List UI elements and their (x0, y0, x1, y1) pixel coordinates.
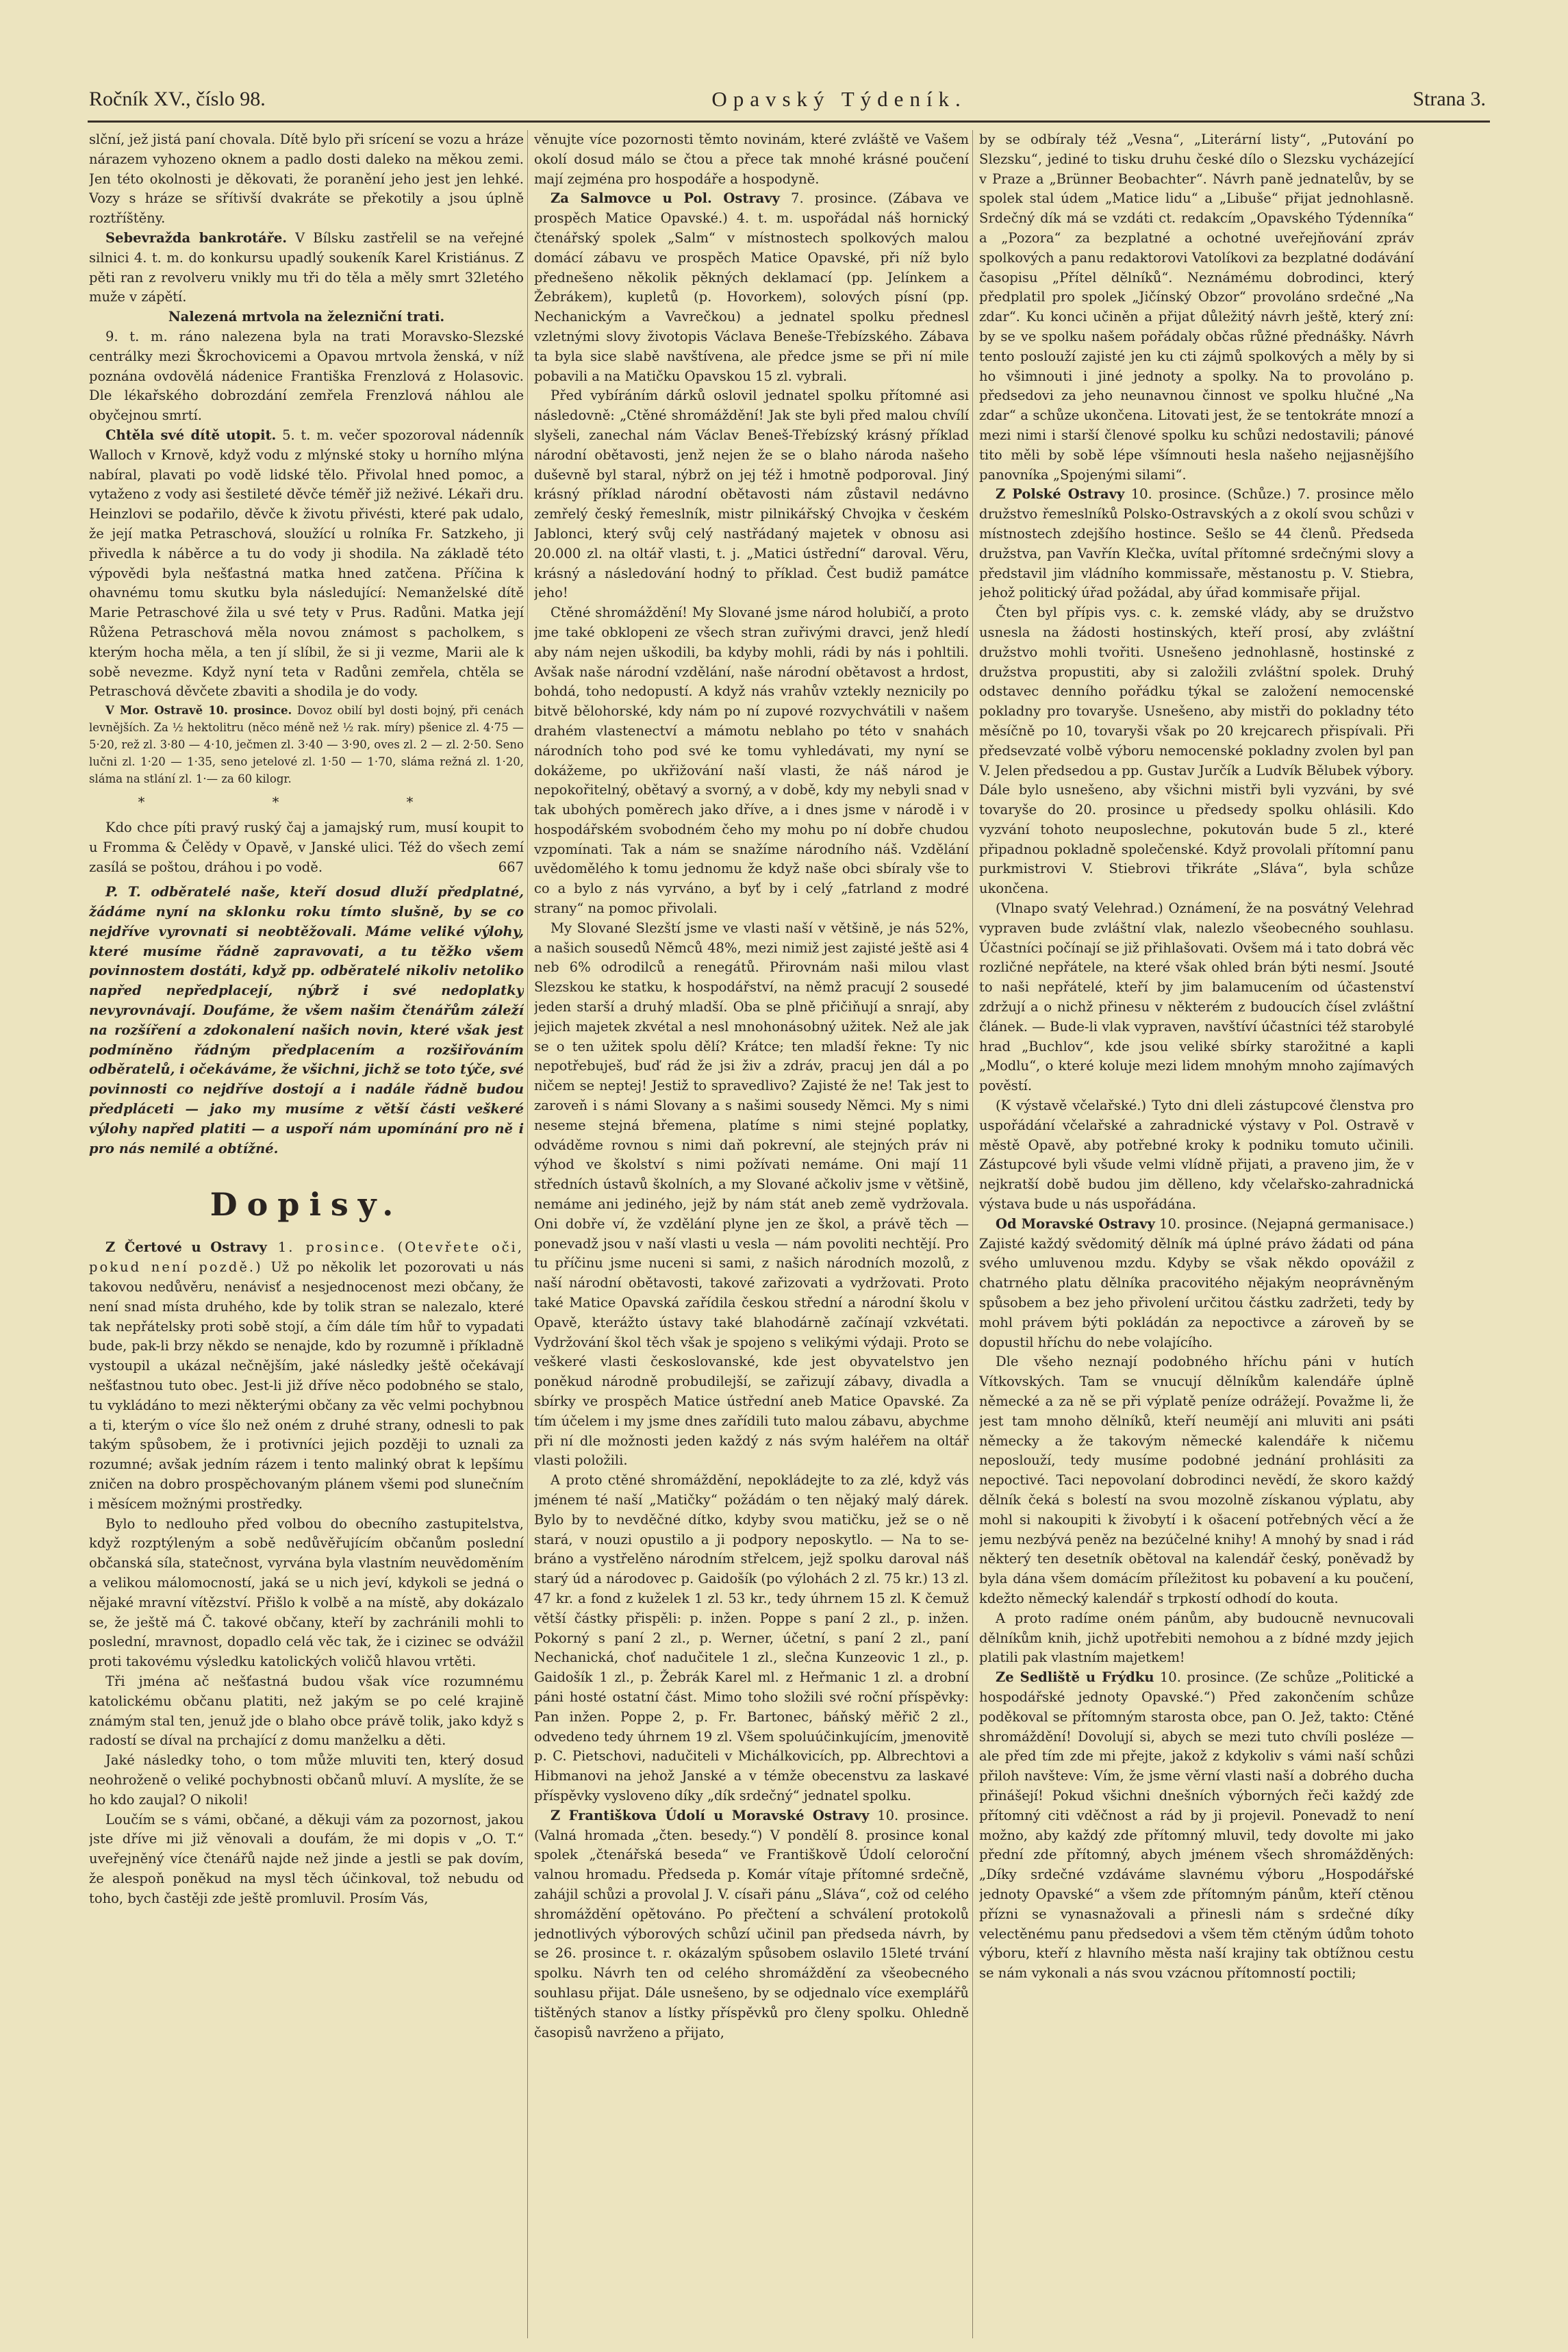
article-heading: Chtěla své dítě utopit. (105, 427, 277, 443)
letter-heading: Z Čertové u Ostravy (105, 1239, 267, 1256)
article-text: V Bílsku zastřelil se na veřejné silnici 4. t. m. do konkursu upadlý soukeník Karel Kristiánus. Z pěti ran z revolveru vnikly mu tři do těla a měly smrt 32letého muže v zápětí. (89, 229, 524, 305)
article-paragraph: (Vlnapo svatý Velehrad.) Oznámení, že na posvátný Velehrad vypraven bude zvláštní vlak, nalezlo všeobecného souhlasu. Účastníci počínají se již přihlašovati. Ovšem má i tato dobrá věc rozličné nepřátele, na které však ohled brán býti nesmí. Jsouté to naši nepřátelé, kteří by jim balamucením od účastenství zdržují a o nichž přinesu v některém z budoucích čísel zvláštní článek. — Bude-li vlak vypraven, navštíví účastníci též starobylé hrad „Buchlov“, kde jsou veliké sbírky starožitné a kapli „Modlu“, o které koluje mezi lidem mnohým mnoho zajímavých pověstí. (979, 900, 1414, 1094)
article-paragraph (534, 1806, 969, 2043)
issue-label: Ročník XV., číslo 98. (89, 88, 266, 110)
column-3 (979, 130, 1414, 2338)
page-header (89, 79, 1486, 120)
market-report-body: Dovoz obilí byl dosti bojný, při cenách levnějších. Za ½ hektolitru (něco méně než ½ rak. míry) pšenice zl. 4·75 — 5·20, rež zl. 3·80 — 4·10, ječmen zl. 3·40 — 3·90, oves zl. 2 — zl. 2·50. Seno lučni zl. 1·20 — 1·35, seno jetelové zl. 1·50 — 1·70, sláma režná zl. 1·20, sláma na stlání zl. 1·— za 60 kilogr. (89, 704, 524, 786)
article-heading: Ze Sedliště u Frýdku (996, 1669, 1154, 1686)
article-heading: Od Moravské Ostravy (996, 1215, 1155, 1232)
letter-date: 1. prosince. (Otevřete oči, pokud není pozdě.) (89, 1239, 524, 1276)
market-report-title: V Mor. Ostravě 10. prosince. (105, 704, 292, 718)
column-2 (534, 130, 969, 2338)
article-paragraph (89, 229, 524, 307)
advertisement-number: 667 (498, 859, 524, 875)
letter-paragraph: Tři jména ač nešťastná budou však více rozumnému katolickému občanu platiti, než jakým se po celé krajině známým stal ten, jenuž jde o blaho obce právě tolik, jako když s radostí se díval na prchající z domu manželku a děti. (89, 1673, 524, 1749)
article-paragraph: Dle všeho neznají podobného hříchu páni v hutích Vítkovských. Tam se vnucují dělníkům kalendáře úplně německé a za ně se při výplatě peníze odrážejí. Považme li, že jest tam mnoho dělníků, kteří neumějí ani mluviti ani psáti německy a že takovým německé kalendáře k ničemu neposlouží, tedy musíme podobné jednání prohlásiti za nepoctivé. Taci nepovolaní dobrodinci nevědí, že skoro každý dělník čeká s bolestí na svou mozolně získanou výplatu, aby mohl si nakoupiti k živobytí i k ošacení potřebných věcí a že jemu nezbývá peněz na bezúčelné knihy! A mnohý by snad i rád některý ten desetník obětoval na kalendář český, poněvadž by byla dána všem domácím příležitost ku pobavení a ku poučení, kdežto německý kalendář s trpkostí odhodí do kouta. (979, 1354, 1414, 1606)
article-paragraph (979, 485, 1414, 603)
section-title: Dopisy. (210, 1186, 403, 1224)
masthead-title: Opavský Týdeník. (711, 87, 967, 111)
subscriber-notice: P. T. odběratelé naše, kteří dosud dluží předplatné, žádáme nyní na sklonku roku tímto slušně, by se co nejdříve vyrovnati si neobtěžovali. Máme veliké výlohy, které musíme řádně zapravovati, a tu těžko všem povinnostem dostáti, když pp. odběratelé nikoliv netoliko napřed nepředplacejí, nýbrž i své nedoplatky nevyrovnávají. Doufáme, že všem našim čtenářům záleží na rozšíření a zdokonalení našich novin, které však jest podmíněno řádným předplacením a rozšiřováním odběratelů, i očekáváme, že všichni, jichž se toto týče, své povinnosti co nejdříve dostojí a i nadále řádně budou předpláceti — jako my musíme z větší části veškeré výlohy napřed platiti — a uspoří nám upomínání pro ně i pro nás nemilé a obtížné. (89, 884, 524, 1156)
article-paragraph: My Slované Slezští jsme ve vlasti naší v většině, je nás 52%, a našich sousedů Němců 48%, mezi nimiž jest zajisté ještě asi 4 neb 6% odrodilců a renegátů. Přirovnám naši milou vlast Slezskou ke statku, k hospodářství, na němž pracují 2 sousedé jeden starší a druhý mladší. Oba se plně přičiňují a snrají, aby jejich majetek zkvétal a nesl mnohonásobný užitek. Než ale jak se o ten užitek spolu dělí? Krátce; ten mladší řekne: Ty nic nepotřebuješ, buď rád že jsi živ a zdráv, pracuj jen dál a po ničem se neptej! Jestiž to spravedlivo? Zajisté že ne! Tak jest to zaroveň i s námi Slovany a s našimi sousedy Němci. My s nimi neseme stejná břemena, platíme s nimi stejné poplatky, odváděme rovnou s nimi daň pokrevní, ale stejných práv ni výhod ve školství s nimi požívati nemáme. Oni mají 11 středních ústavů školních, a my Slované ačkoliv jsme v většině, nemáme ani jediného, jejž by nám stát aneb země vydržovala. Oni dobře ví, že vzdělání plyne jen ze škol, a právě těch — ponevadž jsou v naší vlasti u vesla — nám povoliti nechtějí. Pro tu příčinu jsme nuceni si sami, z našich národních mozolů, z naší národní obětavosti, takové zařizovati a vydržovati. Proto také Matice Opavská zařídila českou střední a národní školu v Opavě, kterážto ústavy také blahodárně začínají vzkvétati. Vydržování škol těch však je spojeno s velikými výdaji. Proto se veškeré vlasti českoslovanské, kde jest obyvatelstvo jen poněkud národně probudilejší, se zařizují zábavy, divadla a sbírky ve prospěch Matice ústřední aneb Matice Opavské. Za tím účelem i my jsme dnes zařídili tuto malou zábavu, abychme při ní dle možnosti jeden každý z nás svým haléřem na oltář vlasti položili. (534, 920, 969, 1469)
article-paragraph: slční, jež jistá paní chovala. Dítě bylo při srícení se vozu a hráze nárazem vyhozeno oknem a padlo dosti daleko na měkou zemi. Jen této okolnosti je děkovati, že poranění jeho jest jen lehké. Vozy s hráze se sřítivší dvakráte se překotily a jsou úplně roztříštěny. (89, 131, 524, 227)
article-heading: Sebevražda bankrotáře. (105, 229, 288, 246)
article-heading: Za Salmovce u Pol. Ostravy (551, 190, 780, 207)
page-number: Strana 3. (1413, 88, 1486, 110)
section-separator: * * * (138, 794, 475, 811)
article-heading: Z Polské Ostravy (996, 486, 1125, 503)
advertisement (89, 818, 524, 877)
header-rule (88, 121, 1490, 123)
article-paragraph: A proto radíme oném pánům, aby budoucně nevnucovali dělníkům knih, jichž upotřebiti nemohou a z bídné mzdy jejich platili pak vlastním majetkem! (979, 1610, 1414, 1666)
article-paragraph (979, 1668, 1414, 1984)
article-paragraph (89, 426, 524, 702)
column-divider (527, 130, 528, 2338)
article-paragraph: Ctěné shromáždění! My Slované jsme národ holubičí, a proto jme také obklopeni ze všech stran zuřivými dravci, jenž hledí aby nám nejen uškodili, ba kdyby mohli, rádi by nás i pohltili. Avšak naše národní vzdělání, naše národní obětavost a hrdost, bohdá, toho nedopustí. A když nás vrahův vztekly neznicily po bitvě bělohorské, kdy nám po ní zupové rozvychvátili v našem drahém vlastenectví a mámotu neblaho po této v snahách národních toho pod své ke tomu vyhledávati, my nyní se dokážeme, po ukřižování naší vlasti, že náš národ je nepokořitelný, obětavý a svorný, a v době, kdy my nebyli snad v tak ubohých poměrech jako dříve, a i dnes jsme v národě i v hospodářském svobodném čeho my mohu po ní dobře chudou vzpomínati. Tak a nám se snažíme národního náš. Vzdělání uvědomělého k tomu jednomu že když naše obci sbíraly vše to co a bylo z nás vyrváno, a byť by i celý „fatrland z modré strany“ na pomoc přivolali. (534, 605, 969, 917)
advertisement-text: Kdo chce píti pravý ruský čaj a jamajský rum, musí koupit to u Fromma & Čelědy v Opavě, v Janské ulici. Též do všech zemí zasílá se poštou, dráhou i po vodě. (89, 819, 524, 875)
article-paragraph (534, 189, 969, 386)
article-text: 10. prosince. (Nejapná germanisace.) Zajisté každý svědomitý dělník má úplné právo žádati od pána svého umluvenou mzdu. Kdyby se však někdo opovážil z chatrného platu dělníka pracovitého nějakým neoprávněným spůsobem a bez jeho přivolení určitou částku zadržeti, tedy by mohl právem býti pokládán za nepoctivce a zároveň by se dopustil hříchu do nebe volajícího. (979, 1215, 1414, 1350)
article-paragraph (979, 1215, 1414, 1353)
article-text: 7. prosince. (Zábava ve prospěch Matice Opavské.) 4. t. m. uspořádal náš hornický čtenářský spolek „Salm“ v místnostech spolkových malou domácí zábavu ve prospěch Matice Opavské, při níž bylo přednešeno několik pěkných deklamací (pp. Jelínkem a Žebrákem), kupletů (p. Hovorkem), solových písní (pp. Nechanickým a Vavrečkou) a jednatel spolku přednesl vzletnými slovy životopis Václava Beneše-Třebízského. Zábava ta byla sice slabě navštívena, ale předce jsme se při ní mile pobavili a na Matičku Opavskou 15 zl. vybrali. (534, 190, 969, 384)
article-paragraph: by se odbíraly též „Vesna“, „Literární listy“, „Putování po Slezsku“, jediné to tisku druhu české dílo o Slezsku vycházející v Praze a „Brünner Beobachter“. Návrh paně jednatelův, by se spolek stal údem „Matice lidu“ a „Libuše“ přijat jednohlasně. Srdečný dík má se vzdáti ct. redakcím „Opavského Týdenníka“ a „Pozora“ za bezplatné a ochotné uveřejňování zpráv spolkových a panu redaktorovi Vatolíkovi za bezplatné dodávání časopisu „Přítel dělníků“. Neznámému dobrodinci, který předplatil pro spolek „Jičínský Obzor“ provoláno srdečné „Na zdar“. Ku konci učiněn a přijat důležitý návrh ještě, který zní: by se ve spolku našem pořádaly občas růžné přednášky. Návrh tento poslouží zajisté jen ku cti zájmů spolkových a měly by si ho všimnouti i jiné jednoty a spolky. Na to provoláno p. předsedovi za jeho neunavnou činnost ve spolku hlučné „Na zdar“ a schůze ukončena. Litovati jest, že se tentokráte mnozí a mezi nimi i starší členové spolku ku schůzi nedostavili; pánové tito měli by sobě lépe všímnouti hesla našeho nejjasnějšího panovníka „Spojenými silami“. (979, 131, 1414, 483)
article-heading: Nalezená mrtvola na železniční trati. (168, 309, 445, 325)
letter-paragraph (89, 1238, 524, 1514)
article-paragraph: A proto ctěné shromáždění, nepokládejte to za zlé, když vás jménem té naší „Matičky“ požádám o ten nějaký malý dárek. Bylo by to nevděčné dítko, kdyby svou matičku, jež se o ně stará, v nouzi opustilo a ji podpory neposkytlo. — Na to se-bráno a vystřelěno národním střelcem, jejž spolku daroval náš starý úd a národovec p. Gaidošík (po výlohách 2 zl. 75 kr.) 13 zl. 47 kr. a fond z kuželek 1 zl. 53 kr., tedy úhrnem 15 zl. K čemuž větší částky přispěli: p. inžen. Poppe s paní 2 zl., p. inžen. Pokorný s paní 2 zl., p. Werner, účetní, s paní 2 zl., paní Nechanická, choť nadučitele 1 zl., slečna Kunzeovic 1 zl., p. Gaidošík 1 zl., p. Žebrák Karel ml. z Heřmanic 1 zl. a drobní páni hosté ostatní část. Mimo toho složili své roční příspěvky: Pan inžen. Poppe 2, p. Fr. Bartonec, báňský měřič 2 zl., odvedeno tedy úhrnem 19 zl. Všem spoluúčinkujícím, jmenovitě p. C. Pietschovi, nadučiteli v Michálkovicích, pp. Albrechtovi a Hibmanovi na jehož Janské a v témže obecenstvu za laskavé příspěvky vysloveno díky „dík srdečný“ jednatel spolku. (534, 1472, 969, 1804)
article-paragraph: Čten byl přípis vys. c. k. zemské vlády, aby se družstvo usnesla na žádosti hostinských, kteří prosí, aby zvláštní družstvo mohli tvořiti. Usnešeno jednohlasně, hostinské z družstva propustiti, aby si založili zvláštní spolek. Druhý odstavec denního pořádku týkal se založení nemocenské pokladny pro tovaryše. Usnešeno, aby mistři do pokladny této měsíčně po 10, tovaryši však po 20 krejcarech přispívali. Při předsevzaté volbě výboru nemocenské pokladny zvolen byl pan V. Jelen předsedou a pp. Gustav Jurčík a Ludvík Bělubek výbory. Dále bylo usnešeno, aby všichni mistři byli vyzváni, by své tovaryše do 20. prosince u předsedy spolku ohlásili. Kdo vyzvání tohoto neuposlechne, pokutován bude 5 zl., které připadnou pokladně společenské. Když provolali přítomní panu purkmistrovi V. Stiebrovi třikráte „Sláva“, byla schůze ukončena. (979, 605, 1414, 897)
letter-paragraph: Bylo to nedlouho před volbou do obecního zastupitelstva, když rozptýleným a sobě nedůvěřujícím občanům poslední občanská síla, statečnost, vyrvána byla vlastním neuvědoměním a velikou málomocností, jaká se u nich jeví, kdykoli se jedná o nějaké mravní vítězství. Přišlo k volbě a na místě, aby dokázalo se, že ještě má Č. takové občany, kteří by zachránili mohli to poslední, mravnost, dopadlo celá věc tak, že i cizinec se odvážil proti takovému výsledku katolických voličů hlavou vrtěti. (89, 1515, 524, 1670)
article-text: 10. prosince. (Valná hromada „čten. besedy.“) V pondělí 8. prosince konal spolek „čtenářská beseda“ ve Františkově Údolí celoroční valnou hromadu. Předseda p. Komár vítaje přítomné srdečně, zahájil schůzi a provolal J. V. císaři pánu „Sláva“, což od celého shromáždění opětováno. Po přečtení a schválení protokolů jednotlivých výborových schůzí učinil pan předseda návrh, by se 26. prosince t. r. okázalým spůsobem oslavilo 15leté trvání spolku. Návrh ten od celého shromáždění za všeobecného souhlasu přijat. Dále usnešeno, by se odjednalo více exemplářů tištěných stanov a lístky příspěvků pro členy spolku. Ohledně časopisů navrženo a přijato, (534, 1807, 969, 2040)
article-text: 5. t. m. večer spozoroval nádenník Walloch v Krnově, když vodu z mlýnské stoky u horního mlýna nabíral, plavati po vodě lidské tělo. Přivolal hned pomoc, a vytaženo z vody asi šestileté děvče téměř již neživé. Lékaři dru. Heinzlovi se podařilo, děvče k životu přivésti, které pak udalo, že její matka Petraschová, sloužící u rolníka Fr. Satzkeho, ji přivedla k náběrce a tu do vody ji shodila. Na základě této výpovědi byla nešťastná matka hned zatčena. Příčina k ohavnému tomu skutku byla následující: Nemanželské dítě Marie Petraschové žila u své tety v Prus. Radůni. Matka její Růžena Petraschová měla novou známost s pacholkem, s kterým hocha měla, a ten jí slíbil, že si ji vezme, Marii ale k sobě nevezme. Když nyní teta v Radůni zemřela, chtěla se Petraschová děvčete zbaviti a shodila je do vody. (89, 427, 524, 700)
article-heading: Z Františkova Údolí u Moravské Ostravy (551, 1807, 870, 1823)
article-paragraph: 9. t. m. ráno nalezena byla na trati Moravsko-Slezské centrálky mezi Škrochovicemi a Opavou mrtvola ženská, v níž poznána ovdovělá nádenice Františka Frenzlová z Holasovic. Dle lékařského dobrozdání zemřela Frenzlová náhlou ale obyčejnou smrtí. (89, 328, 524, 424)
letter-text: Už po několik let pozorovati u nás takovou nedůvěru, nenávisť a nesjednocenost mezi občany, že není snad místa druhého, kde by tolik stran se nalezalo, které tak nepřátelsky proti sobě stojí, a čím dále tím hůř to vypadati bude, pak-li brzy někdo se nenajde, kdo by rozumně i příkladně vystoupil a ukázal nečnějším, jaké následky ještě očekávají nešťastnou tuto obec. Jest-li již dříve něco podobného se stalo, tu vykládáno to mezi některými občany za věc velmi pochybnou a ti, kterým o více šlo než oném z druhé strany, odnesli to pak takým spůsobem, že i protivníci jejich později to uznali za rozumné; avšak jedním rázem i tento malinký obrat k lepšímu zničen na dobro prospěchovaným plánem všemi pod slunečním i měsícem možnými prostředky. (89, 1259, 524, 1512)
letter-paragraph: Loučím se s vámi, občané, a děkuji vám za pozornost, jakou jste dříve mi již věnovali a doufám, že mi dopis v „O. T.“ uveřejněný více čtenářů najde než jinde a jestli se pak dovím, že alespoň poněkud na mysl těch účinkoval, tož nebudu od toho, bych častěji zde ještě promluvil. Prosím Vás, (89, 1811, 524, 1906)
article-text: 10. prosince. (Ze schůze „Politické a hospodářské jednoty Opavské.“) Před zakončením schůze poděkoval se přítomným starosta obce, pan O. Jež, takto: Ctěné shromáždění! Dovolují si, abych se mezi tuto chvíli posléze — ale před tím zde mi přejte, jakož z kdykoliv s vámi naší schůzi přiloh navšteve: Vím, že jsme věrní vlasti naší a dobrého ducha přinášejí! Pokud všichni dnešních výborných řeči každý zde přítomný citi vděčnost a rád by ji projevil. Ponevadž to není možno, aby každý zde přítomný mluvil, tedy dovolte mi jako přední zde přítomný, abych jménem všech shromážděných: „Díky srdečné vzdáváme slavnému výboru „Hospodářské jednoty Opavské“ a všem zde přítomným pánům, kteří ctěnou přízni se vynasnažovali a přinesli nám s srdečné díky velectěnému panu předsedovi a všem těm ctěným údům tohoto výboru, kteří z hlavního města naší krajiny tak obtížnou cestu se nám vykonali a nás svou vzácnou přítomností poctili; (979, 1669, 1414, 1982)
market-report (89, 702, 524, 787)
article-paragraph: věnujte více pozornosti těmto novinám, které zvláště ve Vašem okolí dosud málo se čtou a přece tak mnohé krásné poučení mají zejména pro hospodáře a hospodyně. (534, 131, 969, 187)
article-paragraph: (K výstavě včelařské.) Tyto dni dleli zástupcové členstva pro uspořádání včelařské a zahradnické výstavy v Pol. Ostravě v městě Opavě, aby potřebné kroky k podniku tomuto učinili. Zástupcové byli všude velmi vlídně přijati, a praveno jim, že v nejkratší době budou jim dělleno, kdy včelařsko-zahradnická výstava bude u nás uspořádána. (979, 1098, 1414, 1213)
article-paragraph: Před vybíráním dárků oslovil jednatel spolku přítomné asi následovně: „Ctěné shromáždění! Jak ste byli před malou chvílí slyšeli, zanechal nám Václav Beneš-Třebízský krásný příklad národní obětavosti, jenž nejen že se o blaho národa našeho duševně byl staral, nýbrž on jej též i hmotně podporoval. Jiný krásný příklad národní obětavosti nám zůstavil nedávno zemřelý český řemeslník, mistr pilnikářský Chvojka v českém Jablonci, který svůj celý nastřádaný majetek v obnosu asi 20.000 zl. na oltář vlasti, t. j. „Matici ústřední“ daroval. Věru, krásný a následování hodný to příklad. Čest budiž památce jeho! (534, 388, 969, 601)
column-1 (89, 130, 524, 2338)
article-text: 10. prosince. (Schůze.) 7. prosince mělo družstvo řemeslníků Polsko-Ostravských a z okolí svou schůzi v místnostech zdejšího hostince. Sešlo se 44 členů. Předseda družstva, pan Vavřín Klečka, uvítal přítomné srdečnými slovy a představil jim vládního kommissaře, městanostu p. V. Stiebra, jehož politický úřad požádal, aby úřad kommisaře přijal. (979, 486, 1414, 601)
letter-paragraph: Jaké následky toho, o tom může mluviti ten, který dosud neohroženě o veliké pochybnosti občanů mluví. A myslíte, že se ho kdo zaujal? O nikoli! (89, 1752, 524, 1808)
column-divider (972, 130, 973, 2338)
